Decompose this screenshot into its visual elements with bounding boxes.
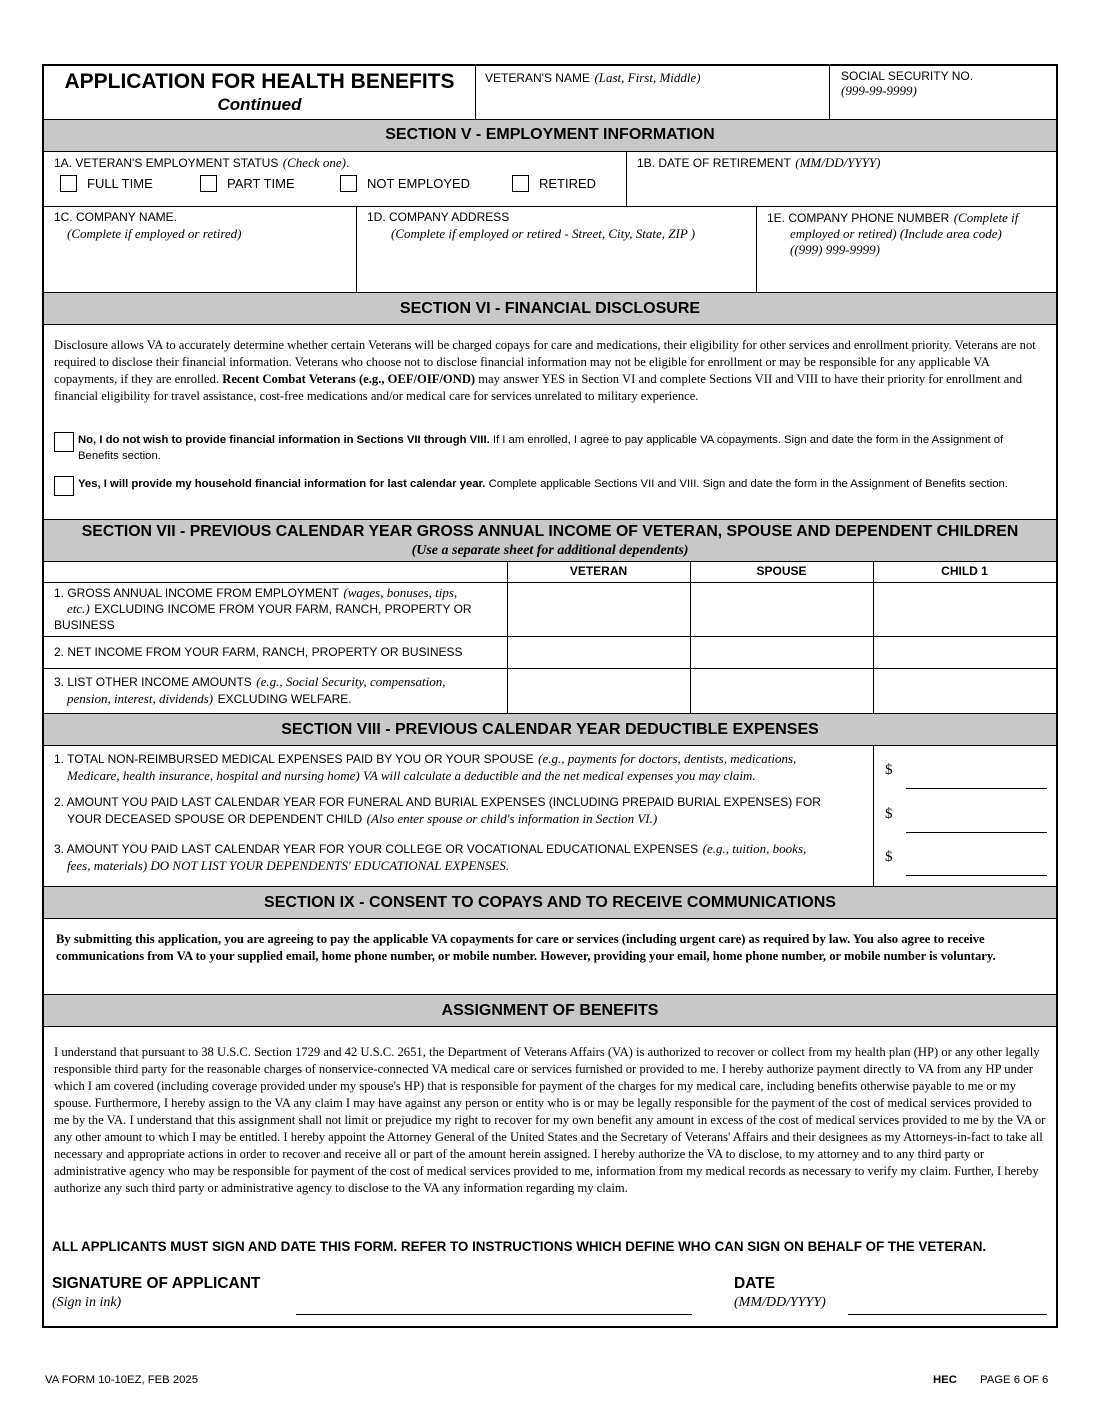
- expense-item-2-text: 2. AMOUNT YOU PAID LAST CALENDAR YEAR FOR FUNERAL AND BURIAL EXPENSES (INCLUDING PREPAID BURIAL EXPENSES) FOR: [54, 795, 821, 809]
- date-label: DATE: [734, 1275, 776, 1292]
- income-row-3-hint-2: pension, interest, dividends): [67, 691, 214, 706]
- disclosure-no-text: If I am enrolled, I agree to pay applicable VA copayments. Sign and date the form in the Assignment of Benefits section.: [78, 434, 1004, 462]
- expense-item-1-text: 1. TOTAL NON-REIMBURSED MEDICAL EXPENSES PAID BY YOU OR YOUR SPOUSE: [54, 752, 534, 766]
- date-hint: (MM/DD/YYYY): [734, 1295, 826, 1310]
- retired-checkbox[interactable]: [512, 175, 529, 192]
- ssn-hint: (999-99-9999): [841, 83, 917, 98]
- signature-label: SIGNATURE OF APPLICANT: [52, 1275, 261, 1292]
- expense-item-1: [54, 750, 869, 784]
- assignment-body: [44, 1027, 1056, 1330]
- company-name-field[interactable]: [44, 207, 357, 292]
- date-line[interactable]: [848, 1314, 1047, 1315]
- company-name-hint: (Complete if employed or retired): [67, 226, 242, 241]
- company-address-hint: (Complete if employed or retired - Street, City, State, ZIP ): [391, 226, 696, 241]
- company-phone-field[interactable]: [757, 207, 1056, 292]
- company-address-label: 1D. COMPANY ADDRESS: [367, 210, 510, 224]
- part-time-checkbox[interactable]: [200, 175, 217, 192]
- form-subtitle: Continued: [217, 95, 302, 114]
- full-time-label: FULL TIME: [87, 176, 153, 191]
- company-phone-label: 1E. COMPANY PHONE NUMBER: [767, 211, 950, 225]
- deductible-expenses: [44, 746, 1056, 886]
- income-row-2-label: 2. NET INCOME FROM YOUR FARM, RANCH, PROPERTY OR BUSINESS: [54, 645, 463, 659]
- retirement-date-field[interactable]: [627, 152, 1056, 206]
- consent-body: [44, 919, 1056, 994]
- income-row-1-hint-2: etc.): [67, 601, 90, 616]
- must-sign-notice: ALL APPLICANTS MUST SIGN AND DATE THIS FORM. REFER TO INSTRUCTIONS WHICH DEFINE WHO CAN SIGN ON BEHALF OF THE VETERAN.: [52, 1239, 987, 1254]
- company-phone-hint-1: (Complete if: [953, 210, 1019, 225]
- education-expense-input[interactable]: [906, 875, 1047, 876]
- company-phone-hint-3: ((999) 999-9999): [790, 242, 880, 257]
- disclosure-yes-bold: Yes, I will provide my household financial information for last calendar year.: [78, 478, 486, 490]
- employment-status-field: 1A. VETERAN'S EMPLOYMENT STATUS (Check one). FULL TIME PART TIME NOT EMPLOYED RETIRED: [44, 152, 627, 206]
- disclosure-yes-option[interactable]: [54, 476, 1046, 492]
- medical-expense-input[interactable]: [906, 788, 1047, 789]
- disclosure-intro: [54, 337, 1046, 405]
- expense-item-1-hint-2: Medicare, health insurance, hospital and nursing home) VA will calculate a deductible and the net medical expenses you may claim.: [67, 768, 756, 783]
- signature-hint: (Sign in ink): [52, 1295, 122, 1310]
- not-employed-checkbox[interactable]: [340, 175, 357, 192]
- expense-item-3: [54, 840, 869, 874]
- not-employed-label: NOT EMPLOYED: [367, 176, 471, 191]
- company-row: [44, 207, 1056, 292]
- section-v-title: SECTION V - EMPLOYMENT INFORMATION: [44, 120, 1056, 152]
- disclosure-intro-bold: Recent Combat Veterans (e.g., OEF/OIF/OND): [222, 372, 476, 386]
- financial-disclosure-body: [44, 325, 1056, 519]
- veteran-farm-income-input[interactable]: [508, 637, 690, 668]
- expense-item-3-hint-2: fees, materials) DO NOT LIST YOUR DEPENDENTS' EDUCATIONAL EXPENSES.: [67, 858, 510, 873]
- full-time-option[interactable]: [60, 175, 153, 192]
- expense-item-1-hint: (e.g., payments for doctors, dentists, medications,: [538, 751, 797, 766]
- org-code: HEC: [933, 1374, 957, 1386]
- income-row-1-text-2: EXCLUDING INCOME FROM YOUR FARM, RANCH, PROPERTY OR: [94, 602, 472, 616]
- section-vii-header: [44, 519, 1056, 562]
- veteran-other-income-input[interactable]: [508, 669, 690, 713]
- section-vii-subtitle: (Use a separate sheet for additional dependents): [411, 543, 689, 558]
- form-title: APPLICATION FOR HEALTH BENEFITS: [64, 70, 455, 93]
- page-number: PAGE 6 OF 6: [980, 1374, 1049, 1386]
- health-benefits-form: [42, 64, 1058, 1328]
- income-row-1-text-3: BUSINESS: [54, 618, 115, 632]
- funeral-expense-currency: $: [885, 806, 893, 822]
- income-row-1-label: [54, 585, 504, 633]
- income-row-3-text-2: EXCLUDING WELFARE.: [217, 692, 352, 706]
- part-time-label: PART TIME: [227, 176, 295, 191]
- consent-text: By submitting this application, you are agreeing to pay the applicable VA copayments for care or services (including urgent care) as required by law. You also agree to receive communications from VA to your supplied email, home phone number, or mobile number. However, providing your email, home phone number, or mobile number is voluntary.: [56, 932, 996, 963]
- retirement-date-label: 1B. DATE OF RETIREMENT: [637, 156, 791, 170]
- signature-line[interactable]: [296, 1314, 692, 1315]
- section-vi-title: SECTION VI - FINANCIAL DISCLOSURE: [44, 292, 1056, 325]
- veteran-name-hint: (Last, First, Middle): [594, 70, 701, 85]
- income-table: [44, 562, 1056, 713]
- not-employed-option[interactable]: [340, 175, 470, 192]
- medical-expense-currency: $: [885, 762, 893, 778]
- employment-status-row: [44, 152, 1056, 207]
- expense-item-2-hint: (Also enter spouse or child's information in Section VI.): [366, 811, 658, 826]
- income-row-3-label: [54, 673, 504, 707]
- employment-status-hint: (Check one): [282, 155, 346, 170]
- veteran-name-field[interactable]: [476, 66, 830, 119]
- disclosure-intro-part2: may answer YES in Section VI and complete Sections VII and VIII to have their priority for enrollment and financial eligibility for travel assistance, cost-free medications and/or medical care for services unrelated to military experience.: [54, 372, 1022, 403]
- company-name-label: 1C. COMPANY NAME.: [54, 210, 177, 224]
- retired-label: RETIRED: [539, 176, 597, 191]
- income-row-1-text: 1. GROSS ANNUAL INCOME FROM EMPLOYMENT: [54, 586, 339, 600]
- section-ix-title: SECTION IX - CONSENT TO COPAYS AND TO RECEIVE COMMUNICATIONS: [44, 886, 1056, 919]
- expense-item-2: [54, 793, 869, 827]
- section-viii-title: SECTION VIII - PREVIOUS CALENDAR YEAR DEDUCTIBLE EXPENSES: [44, 713, 1056, 746]
- ssn-field[interactable]: [830, 66, 1056, 119]
- col-spouse: SPOUSE: [756, 564, 807, 578]
- income-row-1-hint: (wages, bonuses, tips,: [343, 585, 458, 600]
- full-time-checkbox[interactable]: [60, 175, 77, 192]
- income-row-3-hint: (e.g., Social Security, compensation,: [256, 674, 446, 689]
- disclosure-no-checkbox[interactable]: [54, 432, 74, 452]
- employment-status-label: 1A. VETERAN'S EMPLOYMENT STATUS: [54, 156, 279, 170]
- assignment-text: I understand that pursuant to 38 U.S.C. Section 1729 and 42 U.S.C. 2651, the Department of Veterans Affairs (VA) is authorized to recover or collect from my health plan (HP) or any other legally responsible third party for the reasonable charges of nonservice-connected VA medical care or services furnished or provided to me. I hereby authorize payment directly to VA from any HP under which I am covered (including coverage provided under my spouse's HP) that is responsible for payment of the charges for my medical care, including benefits otherwise payable to me or my spouse. Furthermore, I hereby assign to the VA any claim I may have against any person or entity who is or may be legally responsible for the payment of the cost of medical services provided to me by the VA. I understand that this assignment shall not limit or prejudice my right to recover for my own benefit any amount in excess of the cost of medical services provided to me by the VA or any other amount to which I may be entitled. I hereby appoint the Attorney General of the United States and the Secretary of Veterans' Affairs and their designees as my Attorneys-in-fact to take all necessary and appropriate actions in order to recover and receive all or part of the amount herein assigned. I hereby authorize the VA to disclose, to my attorney and to any third party or administrative agency who may be responsible for payment of the cost of medical services provided to me, information from my medical records as necessary to verify my claim. Further, I hereby authorize any such third party or administrative agency to disclose to the VA any information regarding my claim.: [54, 1045, 1046, 1195]
- veteran-name-label: VETERAN'S NAME: [485, 71, 590, 85]
- disclosure-no-option[interactable]: [54, 432, 1046, 464]
- section-vii-title: SECTION VII - PREVIOUS CALENDAR YEAR GROSS ANNUAL INCOME OF VETERAN, SPOUSE AND DEPENDENT CHILDREN: [81, 523, 1019, 540]
- expense-item-2-text-2: YOUR DECEASED SPOUSE OR DEPENDENT CHILD: [67, 812, 363, 826]
- col-veteran: VETERAN: [569, 564, 628, 578]
- disclosure-intro-part1: Disclosure allows VA to accurately determine whether certain Veterans will be charged copays for care and medications, their eligibility for other services and enrollment priority. Veterans are not required to disclose their financial information. Veterans who choose not to disclose financial information may not be eligible for enrollment or may be responsible for any applicable VA copayments, if they are enrolled.: [54, 338, 1036, 386]
- expense-item-3-text: 3. AMOUNT YOU PAID LAST CALENDAR YEAR FOR YOUR COLLEGE OR VOCATIONAL EDUCATIONAL EXPENSES: [54, 842, 699, 856]
- spouse-employment-income-input[interactable]: [691, 583, 873, 636]
- education-expense-currency: $: [885, 849, 893, 865]
- disclosure-yes-text: Complete applicable Sections VII and VIII. Sign and date the form in the Assignment of Benefits section.: [488, 478, 1008, 490]
- retired-option[interactable]: [512, 175, 596, 192]
- child-other-income-input[interactable]: [874, 669, 1056, 713]
- form-header: [44, 66, 1056, 120]
- part-time-option[interactable]: [200, 175, 295, 192]
- form-id: VA FORM 10-10EZ, FEB 2025: [45, 1374, 198, 1386]
- retirement-date-hint: (MM/DD/YYYY): [795, 155, 881, 170]
- spouse-other-income-input[interactable]: [691, 669, 873, 713]
- title-block: [44, 66, 476, 119]
- funeral-expense-input[interactable]: [906, 832, 1047, 833]
- disclosure-no-bold: No, I do not wish to provide financial information in Sections VII through VIII.: [78, 434, 490, 446]
- col-child-1: CHILD 1: [941, 564, 988, 578]
- assignment-title: ASSIGNMENT OF BENEFITS: [44, 994, 1056, 1027]
- expense-item-3-hint: (e.g., tuition, books,: [702, 841, 807, 856]
- ssn-label: SOCIAL SECURITY NO.: [841, 69, 974, 83]
- veteran-employment-income-input[interactable]: [508, 583, 690, 636]
- disclosure-yes-checkbox[interactable]: [54, 476, 74, 496]
- child-farm-income-input[interactable]: [874, 637, 1056, 668]
- spouse-farm-income-input[interactable]: [691, 637, 873, 668]
- income-row-3-text: 3. LIST OTHER INCOME AMOUNTS: [54, 675, 252, 689]
- child-employment-income-input[interactable]: [874, 583, 1056, 636]
- company-address-field[interactable]: [357, 207, 757, 292]
- company-phone-hint-2: employed or retired) (Include area code): [790, 226, 1002, 241]
